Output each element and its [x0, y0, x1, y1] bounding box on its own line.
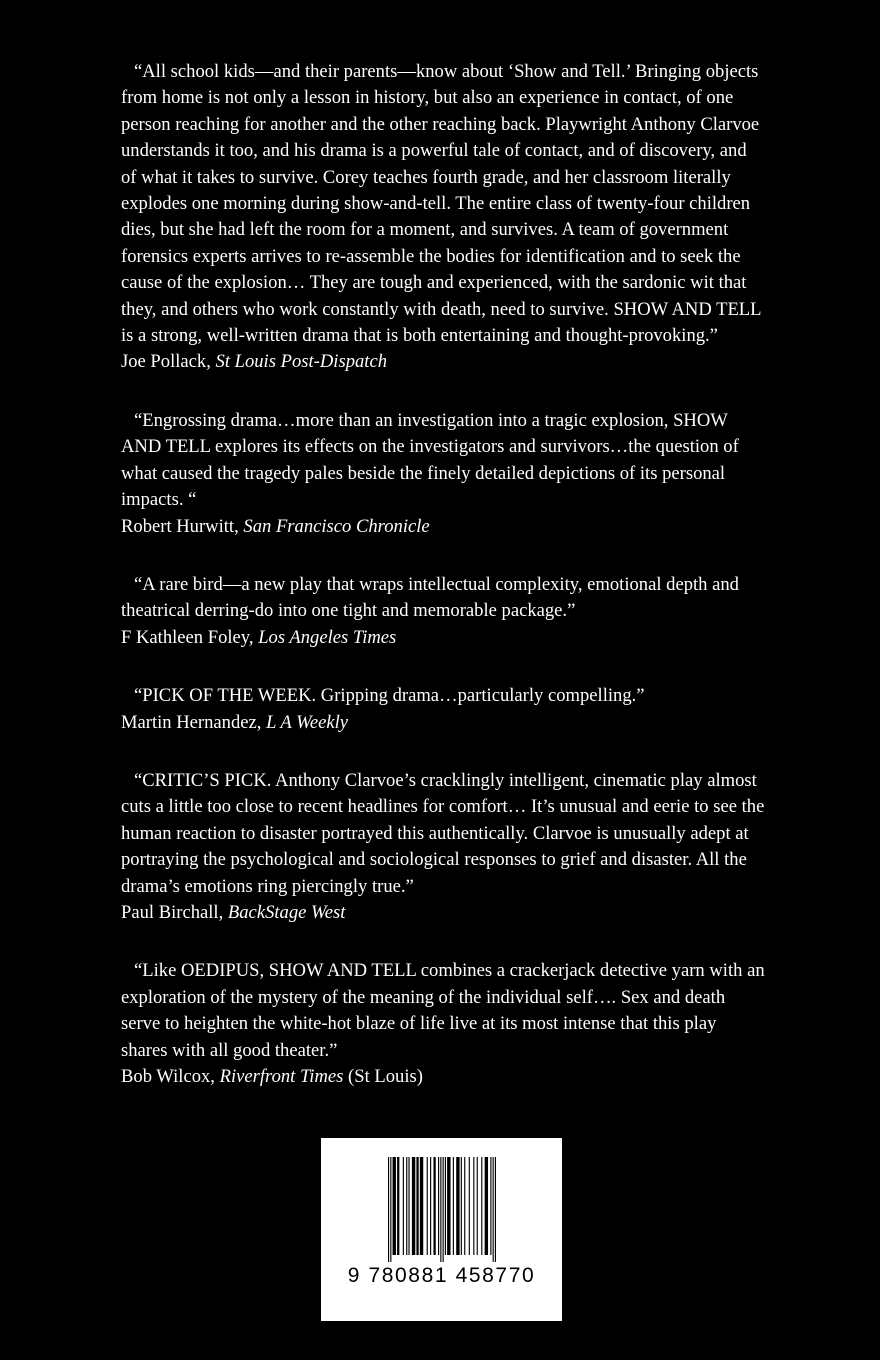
critic-name: Bob Wilcox,	[121, 1066, 220, 1087]
review-quote: “PICK OF THE WEEK. Gripping drama…particularly compelling.”	[134, 685, 645, 707]
review-quote: “A rare bird—a new play that wraps intellectual complexity, emotional depth and theatrical derring-do into one tight and memorable package.”	[121, 573, 739, 622]
barcode-bar	[393, 1157, 396, 1255]
barcode-bar	[490, 1157, 491, 1255]
critic-name: Robert Hurwitt,	[121, 515, 244, 537]
review-6	[121, 958, 765, 1090]
review-quote: “All school kids—and their parents—know about ‘Show and Tell.’ Bringing objects from home is not only a lesson in history, but also an experience in contact, of one person reaching for another and the other reaching back. Playwright Anthony Clarvoe understands it too, and his drama is a powerful tale of contact, and of discovery, and of what it takes to survive. Corey teaches fourth grade, and her classroom literally explodes one morning during show-and-tell. The entire class of twenty-four children dies, but she had left the room for a moment, and survives. A team of government forensics experts arrives to re-assemble the bodies for identification and to seek the cause of the explosion… They are tough and experienced, with the sardonic wit that they, and others who work constantly with death, need to survive. SHOW AND TELL is a strong, well-written drama that is both entertaining and thought-provoking.”	[121, 61, 761, 347]
barcode-bar	[388, 1157, 389, 1262]
barcode-bar	[397, 1157, 399, 1255]
review-quote: “Engrossing drama…more than an investigation into a tragic explosion, SHOW AND TELL explores its effects on the investigators and survivors…the question of what caused the tragedy pales beside the finely detailed depictions of its personal impacts. “	[121, 409, 739, 511]
barcode-bar	[461, 1157, 462, 1255]
publication-name: BackStage West	[227, 901, 346, 923]
isbn-number: 9 780881 458770	[347, 1264, 536, 1287]
barcode-bar	[390, 1157, 391, 1262]
review-credit	[121, 710, 765, 736]
barcode-bar	[456, 1157, 459, 1255]
review-credit	[121, 900, 765, 926]
review-1	[121, 59, 765, 376]
publication-name: Los Angeles Times	[258, 626, 397, 648]
review-5	[121, 768, 765, 926]
review-quote: “CRITIC’S PICK. Anthony Clarvoe’s cracklingly intelligent, cinematic play almost cuts a little too close to recent headlines for comfort… It’s unusual and eerie to see the human reaction to disaster portrayed this authentically. Clarvoe is unusually adept at portraying the psychological and sociological responses to grief and disaster. All the drama’s emotions ring piercingly true.”	[121, 769, 765, 897]
barcode-bar	[408, 1157, 409, 1255]
publication-suffix: (St Louis)	[343, 1066, 423, 1087]
barcode-bar	[493, 1157, 494, 1262]
critic-name: F Kathleen Foley,	[121, 626, 259, 648]
barcode-bar	[403, 1157, 404, 1255]
review-3	[121, 572, 765, 651]
review-credit	[121, 1064, 765, 1090]
review-credit	[121, 625, 765, 651]
reviews-column	[121, 59, 765, 1122]
barcode-bar	[420, 1157, 423, 1255]
barcode-bar	[473, 1157, 474, 1255]
barcode-bar	[427, 1157, 428, 1255]
barcode-bar	[412, 1157, 415, 1255]
review-quote: “Like OEDIPUS, SHOW AND TELL combines a crackerjack detective yarn with an exploration of the mystery of the meaning of the individual self…. Sex and death serve to heighten the white-hot blaze of life live at its most intense that this play shares with all good theater.”	[121, 960, 765, 1061]
barcode-bar	[485, 1157, 488, 1255]
barcode-bar	[438, 1157, 439, 1255]
barcode-bar	[433, 1157, 435, 1255]
isbn-barcode	[321, 1138, 562, 1321]
barcode-bar	[416, 1157, 418, 1255]
barcode-bar	[469, 1157, 470, 1255]
critic-name: Paul Birchall,	[121, 901, 228, 923]
barcode-bar	[464, 1157, 465, 1255]
barcode-bars-graphic	[388, 1157, 496, 1262]
barcode-bar	[447, 1157, 450, 1255]
barcode-bar	[453, 1157, 454, 1255]
review-4	[121, 683, 765, 736]
publication-name: St Louis Post-Dispatch	[215, 351, 387, 373]
barcode-bar	[443, 1157, 444, 1262]
barcode-bar	[495, 1157, 496, 1262]
publication-name: Riverfront Times	[219, 1066, 344, 1087]
barcode-bar	[477, 1157, 478, 1255]
critic-name: Joe Pollack,	[121, 351, 216, 373]
publication-name: L A Weekly	[266, 711, 349, 733]
review-2	[121, 408, 765, 540]
critic-name: Martin Hernandez,	[121, 711, 267, 733]
barcode-bar	[440, 1157, 441, 1262]
barcode-bar	[406, 1157, 407, 1255]
barcode-bar	[481, 1157, 482, 1255]
barcode-bar	[430, 1157, 431, 1255]
publication-name: San Francisco Chronicle	[243, 515, 430, 537]
review-credit	[121, 349, 765, 375]
review-credit	[121, 514, 765, 540]
barcode-bar	[445, 1157, 446, 1255]
